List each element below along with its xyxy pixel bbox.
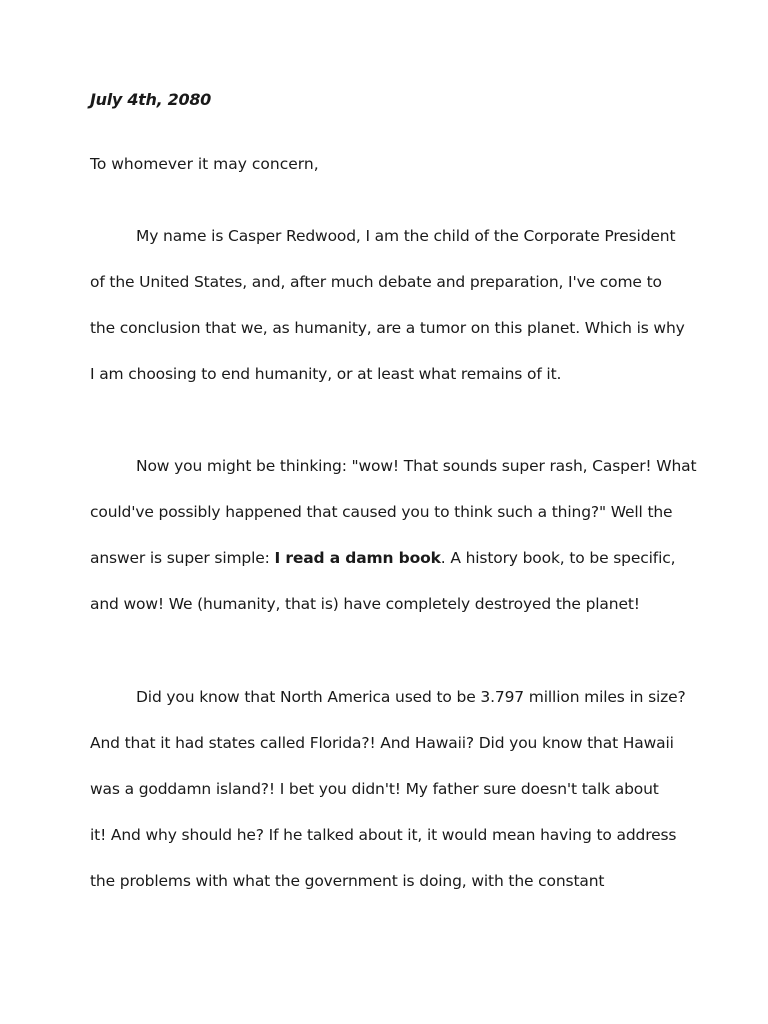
- paragraph-2-line-1: Now you might be thinking: "wow! That sounds super rash, Casper! What: [136, 457, 697, 475]
- letter-date: July 4th, 2080: [90, 90, 211, 109]
- paragraph-1-line-1: My name is Casper Redwood, I am the child of the Corporate President: [136, 227, 676, 245]
- paragraph-2-line-3-pre: answer is super simple:: [90, 549, 275, 567]
- paragraph-3-line-1: Did you know that North America used to be 3.797 million miles in size?: [136, 688, 686, 706]
- paragraph-3-line-3: was a goddamn island?! I bet you didn't! My father sure doesn't talk about: [90, 780, 659, 798]
- letter-salutation: To whomever it may concern,: [90, 155, 319, 173]
- paragraph-3-line-4: it! And why should he? If he talked about it, it would mean having to address: [90, 826, 677, 844]
- paragraph-2-line-3: [90, 549, 675, 567]
- paragraph-1-line-4: I am choosing to end humanity, or at least what remains of it.: [90, 365, 562, 383]
- emphasis-text: I read a damn book: [274, 549, 441, 567]
- paragraph-2-line-3-post: . A history book, to be specific,: [440, 549, 676, 567]
- paragraph-3-line-2: And that it had states called Florida?! And Hawaii? Did you know that Hawaii: [90, 734, 674, 752]
- paragraph-1-line-3: the conclusion that we, as humanity, are a tumor on this planet. Which is why: [90, 319, 685, 337]
- paragraph-2-line-4: and wow! We (humanity, that is) have completely destroyed the planet!: [90, 595, 640, 613]
- paragraph-2-line-2: could've possibly happened that caused you to think such a thing?" Well the: [90, 503, 673, 521]
- paragraph-3-line-5: the problems with what the government is doing, with the constant: [90, 872, 605, 890]
- paragraph-1-line-2: of the United States, and, after much debate and preparation, I've come to: [90, 273, 662, 291]
